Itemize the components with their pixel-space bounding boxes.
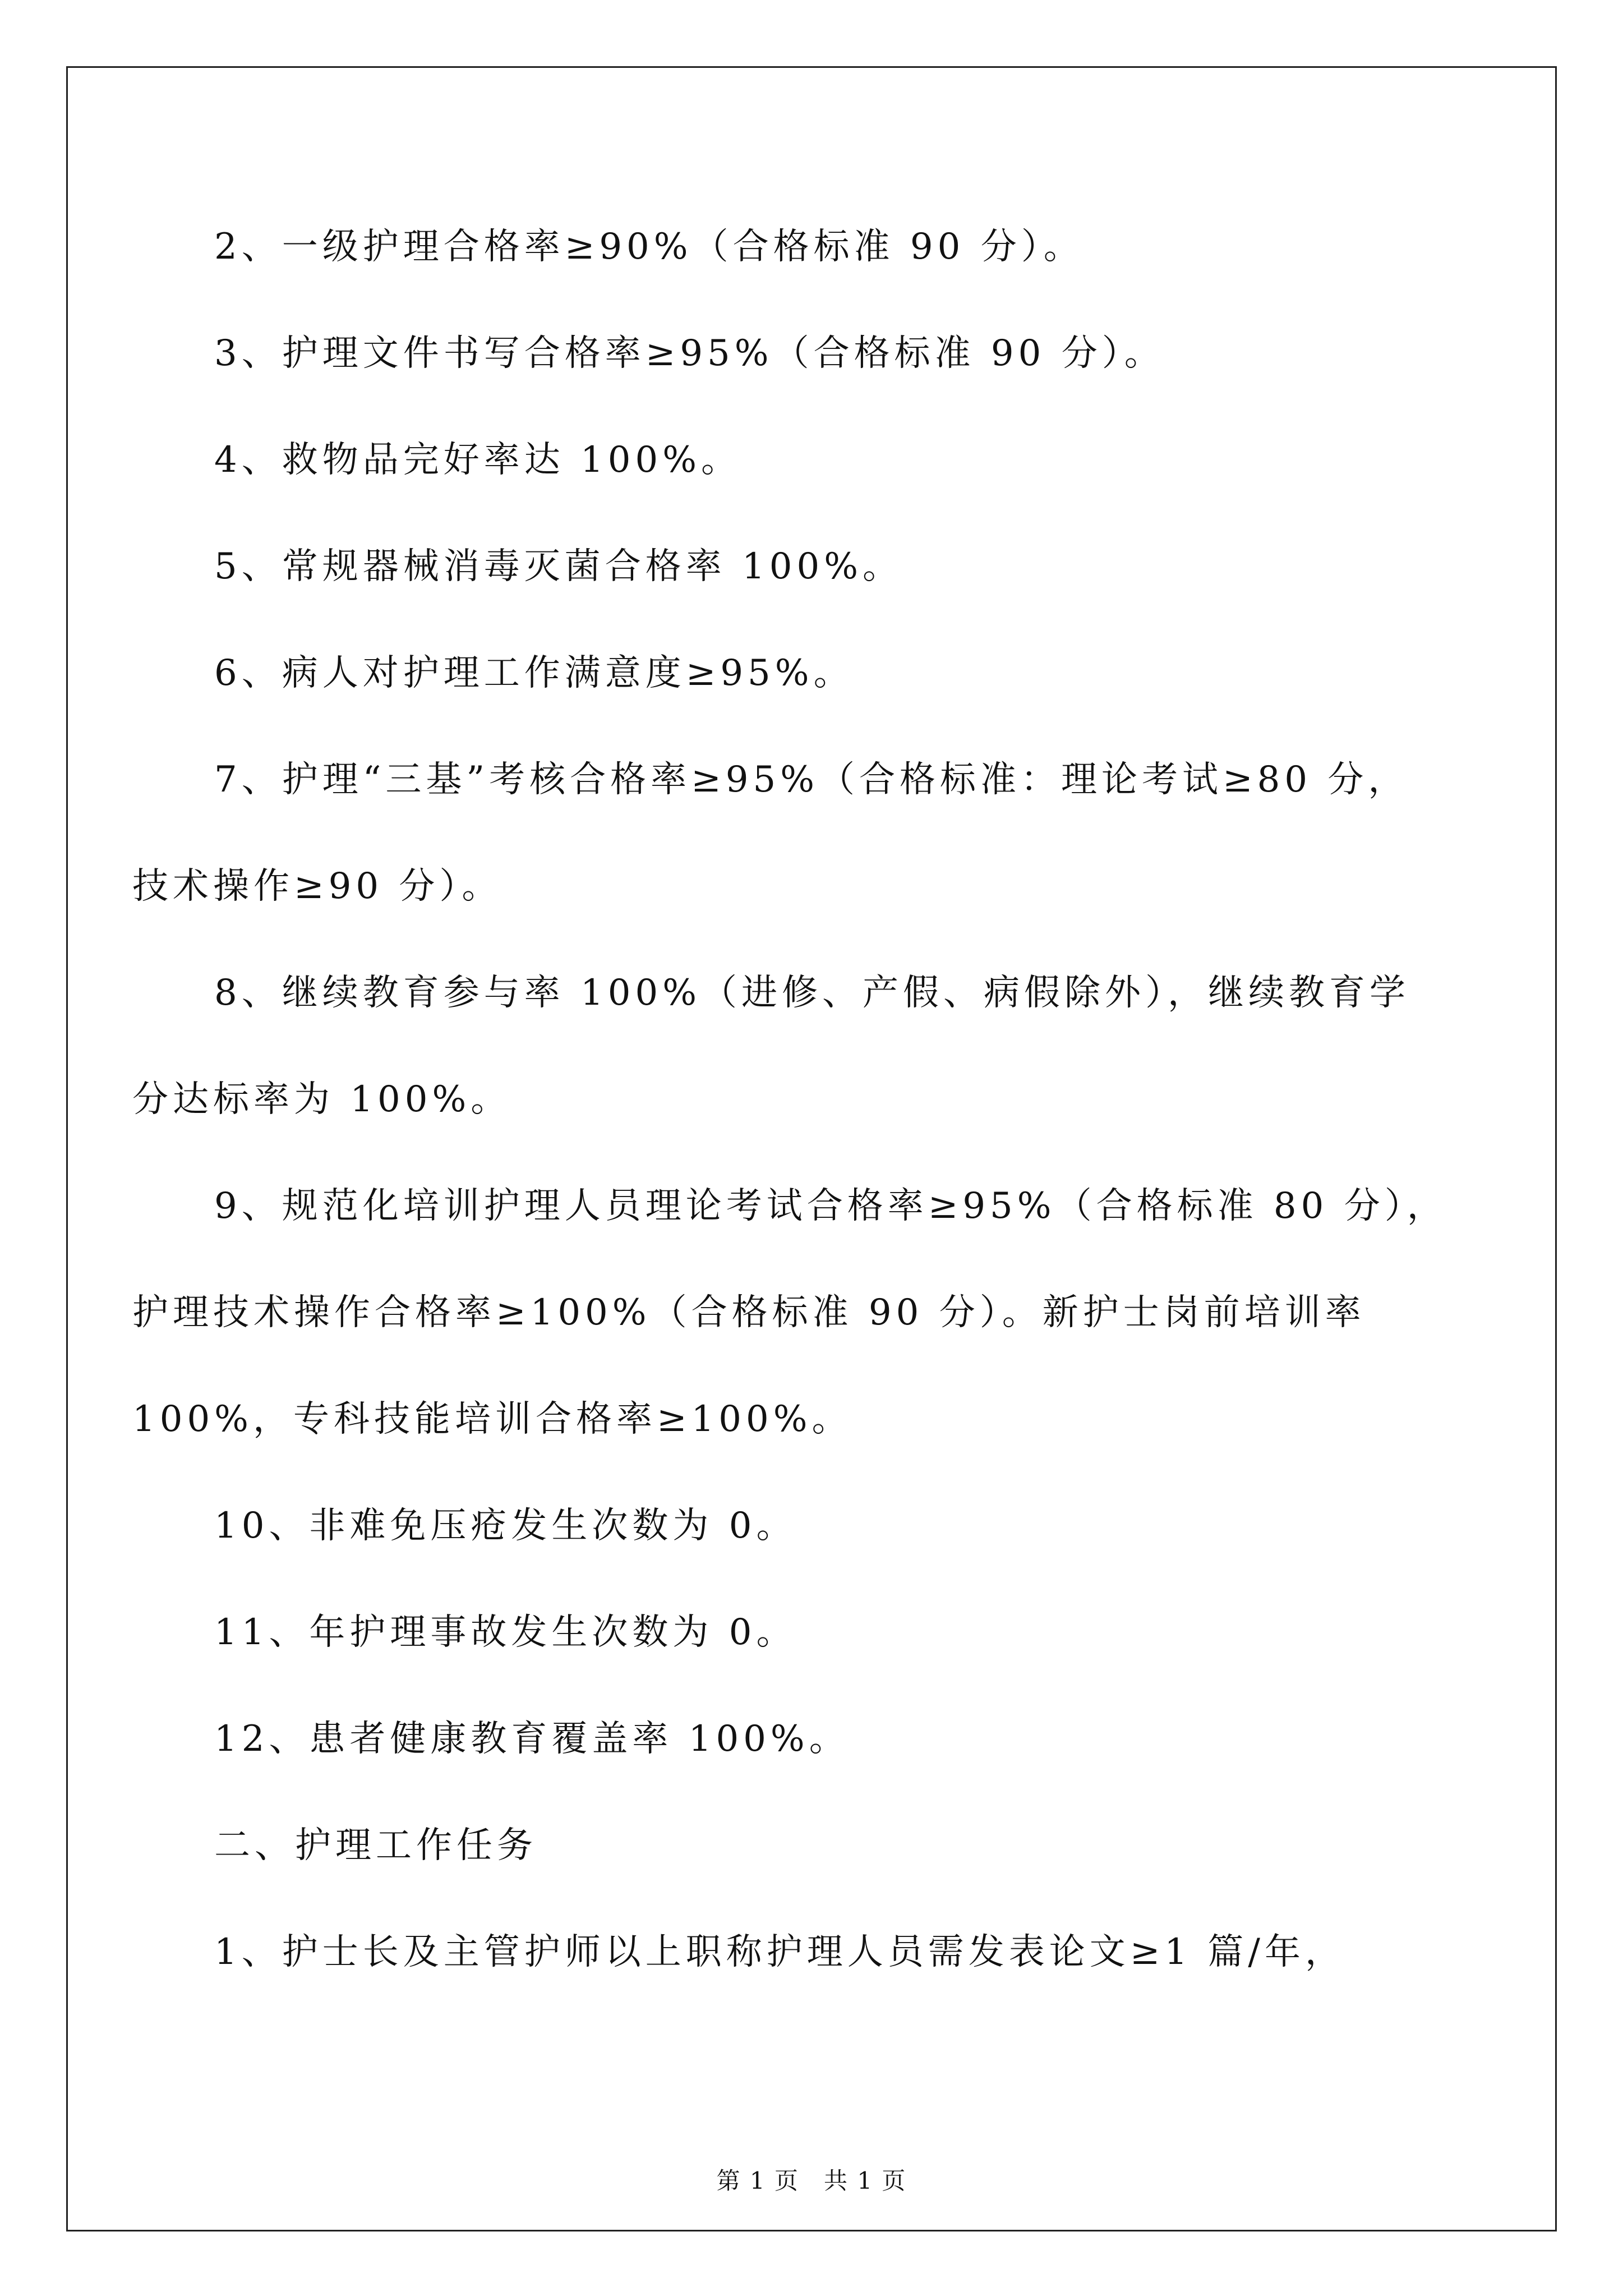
paragraph-line: 9、规范化培训护理人员理论考试合格率≥95%（合格标准 80 分）， [214,1185,1447,1227]
paragraph-line: 11、年护理事故发生次数为 0。 [214,1612,797,1653]
paragraph-line: 6、病人对护理工作满意度≥95%。 [214,652,854,694]
paragraph-line: 3、护理文件书写合格率≥95%（合格标准 90 分）。 [214,333,1165,374]
page-border [66,66,1557,2231]
paragraph-line: 1、护士长及主管护师以上职称护理人员需发表论文≥1 篇/年， [214,1931,1345,1973]
paragraph-line: 8、继续教育参与率 100%（进修、产假、病假除外），继续教育学 [214,972,1410,1014]
page-number-footer: 第 1 页 共 1 页 [716,2167,907,2194]
paragraph-line: 10、非难免压疮发生次数为 0。 [214,1505,797,1547]
paragraph-line: 分达标率为 100%。 [132,1079,511,1120]
paragraph-line: 护理技术操作合格率≥100%（合格标准 90 分）。新护士岗前培训率 [132,1292,1366,1333]
paragraph-line: 5、常规器械消毒灭菌合格率 100%。 [214,546,903,587]
paragraph-line: 100%，专科技能培训合格率≥100%。 [132,1398,852,1440]
paragraph-line: 7、护理“三基”考核合格率≥95%（合格标准：理论考试≥80 分， [214,759,1409,800]
paragraph-line: 4、救物品完好率达 100%。 [214,439,742,481]
paragraph-line: 2、一级护理合格率≥90%（合格标准 90 分）。 [214,226,1084,268]
section-heading: 二、护理工作任务 [214,1825,537,1866]
paragraph-line: 12、患者健康教育覆盖率 100%。 [214,1718,850,1760]
paragraph-line: 技术操作≥90 分）。 [132,866,502,907]
